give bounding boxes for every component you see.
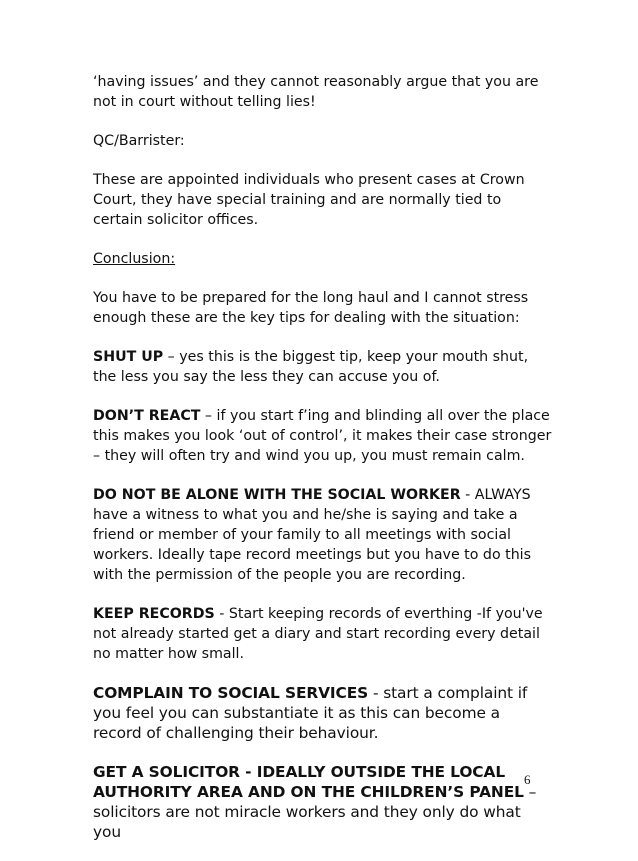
paragraph-text: ‘having issues’ and they cannot reasonably argue that you are not in court without telling lies! xyxy=(93,74,539,110)
tip-body: - ALWAYS have a witness to what you and he/she is saying and take a friend or member of your family to all meetings with social workers. Ideally tape record meetings but you have to do this with the permission of the people you are recording. xyxy=(93,487,532,583)
tip-heading: GET A SOLICITOR - IDEALLY OUTSIDE THE LOCAL AUTHORITY AREA AND ON THE CHILDREN’S PANEL xyxy=(93,763,524,801)
tip-body: – solicitors are not miracle workers and they only do what you xyxy=(93,783,537,841)
tip-body: – if you start f’ing and blinding all over the place this makes you look ‘out of control’, it makes their case stronger – they will often try and wind you up, you must remain calm. xyxy=(93,408,552,464)
heading-text: QC/Barrister: xyxy=(93,133,185,149)
page-number: 6 xyxy=(524,772,531,787)
tip-solicitor xyxy=(93,762,553,842)
heading-text: Conclusion: xyxy=(93,251,176,267)
tip-dont-react xyxy=(93,406,553,466)
tip-heading: COMPLAIN TO SOCIAL SERVICES xyxy=(93,684,369,702)
paragraph-intro-continuation xyxy=(93,72,553,112)
paragraph-conclusion xyxy=(93,288,553,328)
tip-keep-records xyxy=(93,604,553,664)
heading-qc-barrister xyxy=(93,131,553,151)
tip-complain xyxy=(93,683,553,743)
tip-heading: KEEP RECORDS xyxy=(93,606,215,622)
tip-not-alone xyxy=(93,485,553,585)
paragraph-qc-barrister xyxy=(93,170,553,230)
tip-shut-up xyxy=(93,347,553,387)
heading-conclusion xyxy=(93,249,553,269)
tip-heading: SHUT UP xyxy=(93,349,164,365)
tip-body: – yes this is the biggest tip, keep your mouth shut, the less you say the less they can accuse you of. xyxy=(93,349,529,385)
tip-body: - start a complaint if you feel you can substantiate it as this can become a record of challenging their behaviour. xyxy=(93,684,528,742)
tip-body: - Start keeping records of everthing -If you've not already started get a diary and start recording every detail no matter how small. xyxy=(93,606,543,662)
paragraph-text: These are appointed individuals who present cases at Crown Court, they have special training and are normally tied to certain solicitor offices. xyxy=(93,172,525,228)
tip-heading: DON’T REACT xyxy=(93,408,201,424)
tip-heading: DO NOT BE ALONE WITH THE SOCIAL WORKER xyxy=(93,487,461,503)
paragraph-text: You have to be prepared for the long haul and I cannot stress enough these are the key tips for dealing with the situation: xyxy=(93,290,529,326)
page-body xyxy=(93,72,553,861)
